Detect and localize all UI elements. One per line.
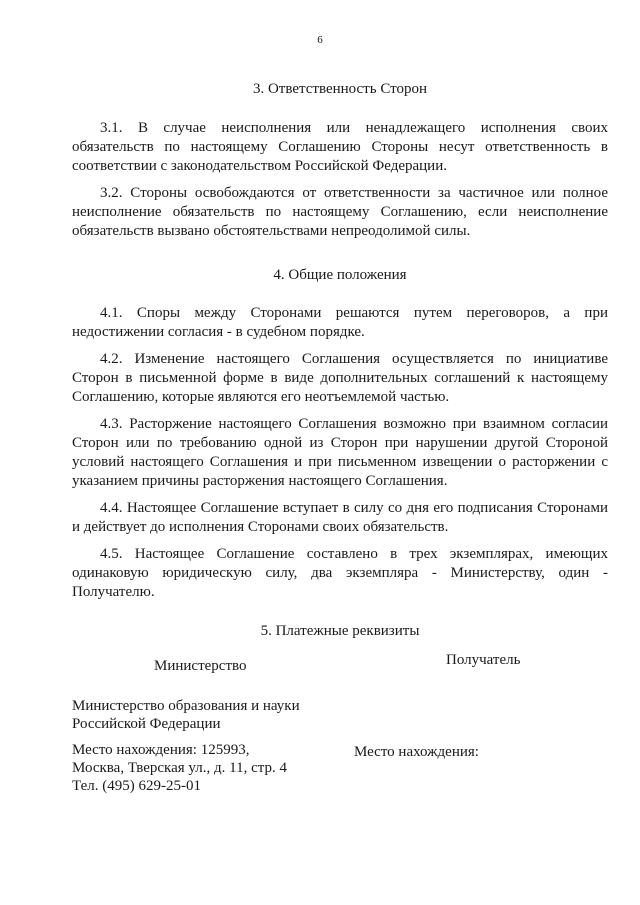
ministry-address-line-1: Место нахождения: 125993, <box>72 742 250 758</box>
section-5-title: 5. Платежные реквизиты <box>260 623 420 639</box>
payment-details <box>72 651 608 811</box>
paragraph-4-5: 4.5. Настоящее Соглашение составлено в трех экземплярах, имеющих одинаковую юридическую силу, два экземпляра - Министерству, один - Получателю. <box>72 546 608 600</box>
paragraph-4-2: 4.2. Изменение настоящего Соглашения осуществляется по инициативе Сторон в письменной форме в виде дополнительных соглашений к настоящему Соглашению, которые являются его неотъемлемой частью. <box>72 351 608 405</box>
section-4-title: 4. Общие положения <box>273 267 407 283</box>
ministry-name-line-2: Российской Федерации <box>72 716 221 732</box>
paragraph-4-3: 4.3. Расторжение настоящего Соглашения возможно при взаимном согласии Сторон или по требованию одной из Сторон при нарушении другой Стороной условий настоящего Соглашения и при письменном извещении о расторжении с указанием причины расторжения настоящего Соглашения. <box>72 416 608 489</box>
paragraph-3-1: 3.1. В случае неисполнения или ненадлежащего исполнения своих обязательств по настоящему Соглашению Стороны несут ответственность в соответствии с законодательством Российской Федерации. <box>72 120 608 174</box>
page-number: 6 <box>317 34 323 46</box>
ministry-column-header: Министерство <box>154 658 247 674</box>
paragraph-4-4: 4.4. Настоящее Соглашение вступает в силу со дня его подписания Сторонами и действует до исполнения Сторонами своих обязательств. <box>72 500 608 535</box>
ministry-address <box>72 741 332 795</box>
ministry-address-line-2: Москва, Тверская ул., д. 11, стр. 4 <box>72 760 287 776</box>
ministry-phone: Тел. (495) 629-25-01 <box>72 778 201 794</box>
recipient-address-label: Место нахождения: <box>354 744 479 760</box>
ministry-name-line-1: Министерство образования и науки <box>72 698 300 714</box>
document-body <box>72 80 608 811</box>
paragraph-4-1: 4.1. Споры между Сторонами решаются путем переговоров, а при недостижении согласия - в судебном порядке. <box>72 305 608 340</box>
ministry-name <box>72 697 322 733</box>
recipient-column-header: Получатель <box>446 652 521 668</box>
paragraph-3-2: 3.2. Стороны освобождаются от ответственности за частичное или полное неисполнение обязательств по настоящему Соглашению, если неисполнение обязательств вызвано обстоятельствами непреодолимой силы. <box>72 185 608 239</box>
section-3-title: 3. Ответственность Сторон <box>252 81 428 97</box>
